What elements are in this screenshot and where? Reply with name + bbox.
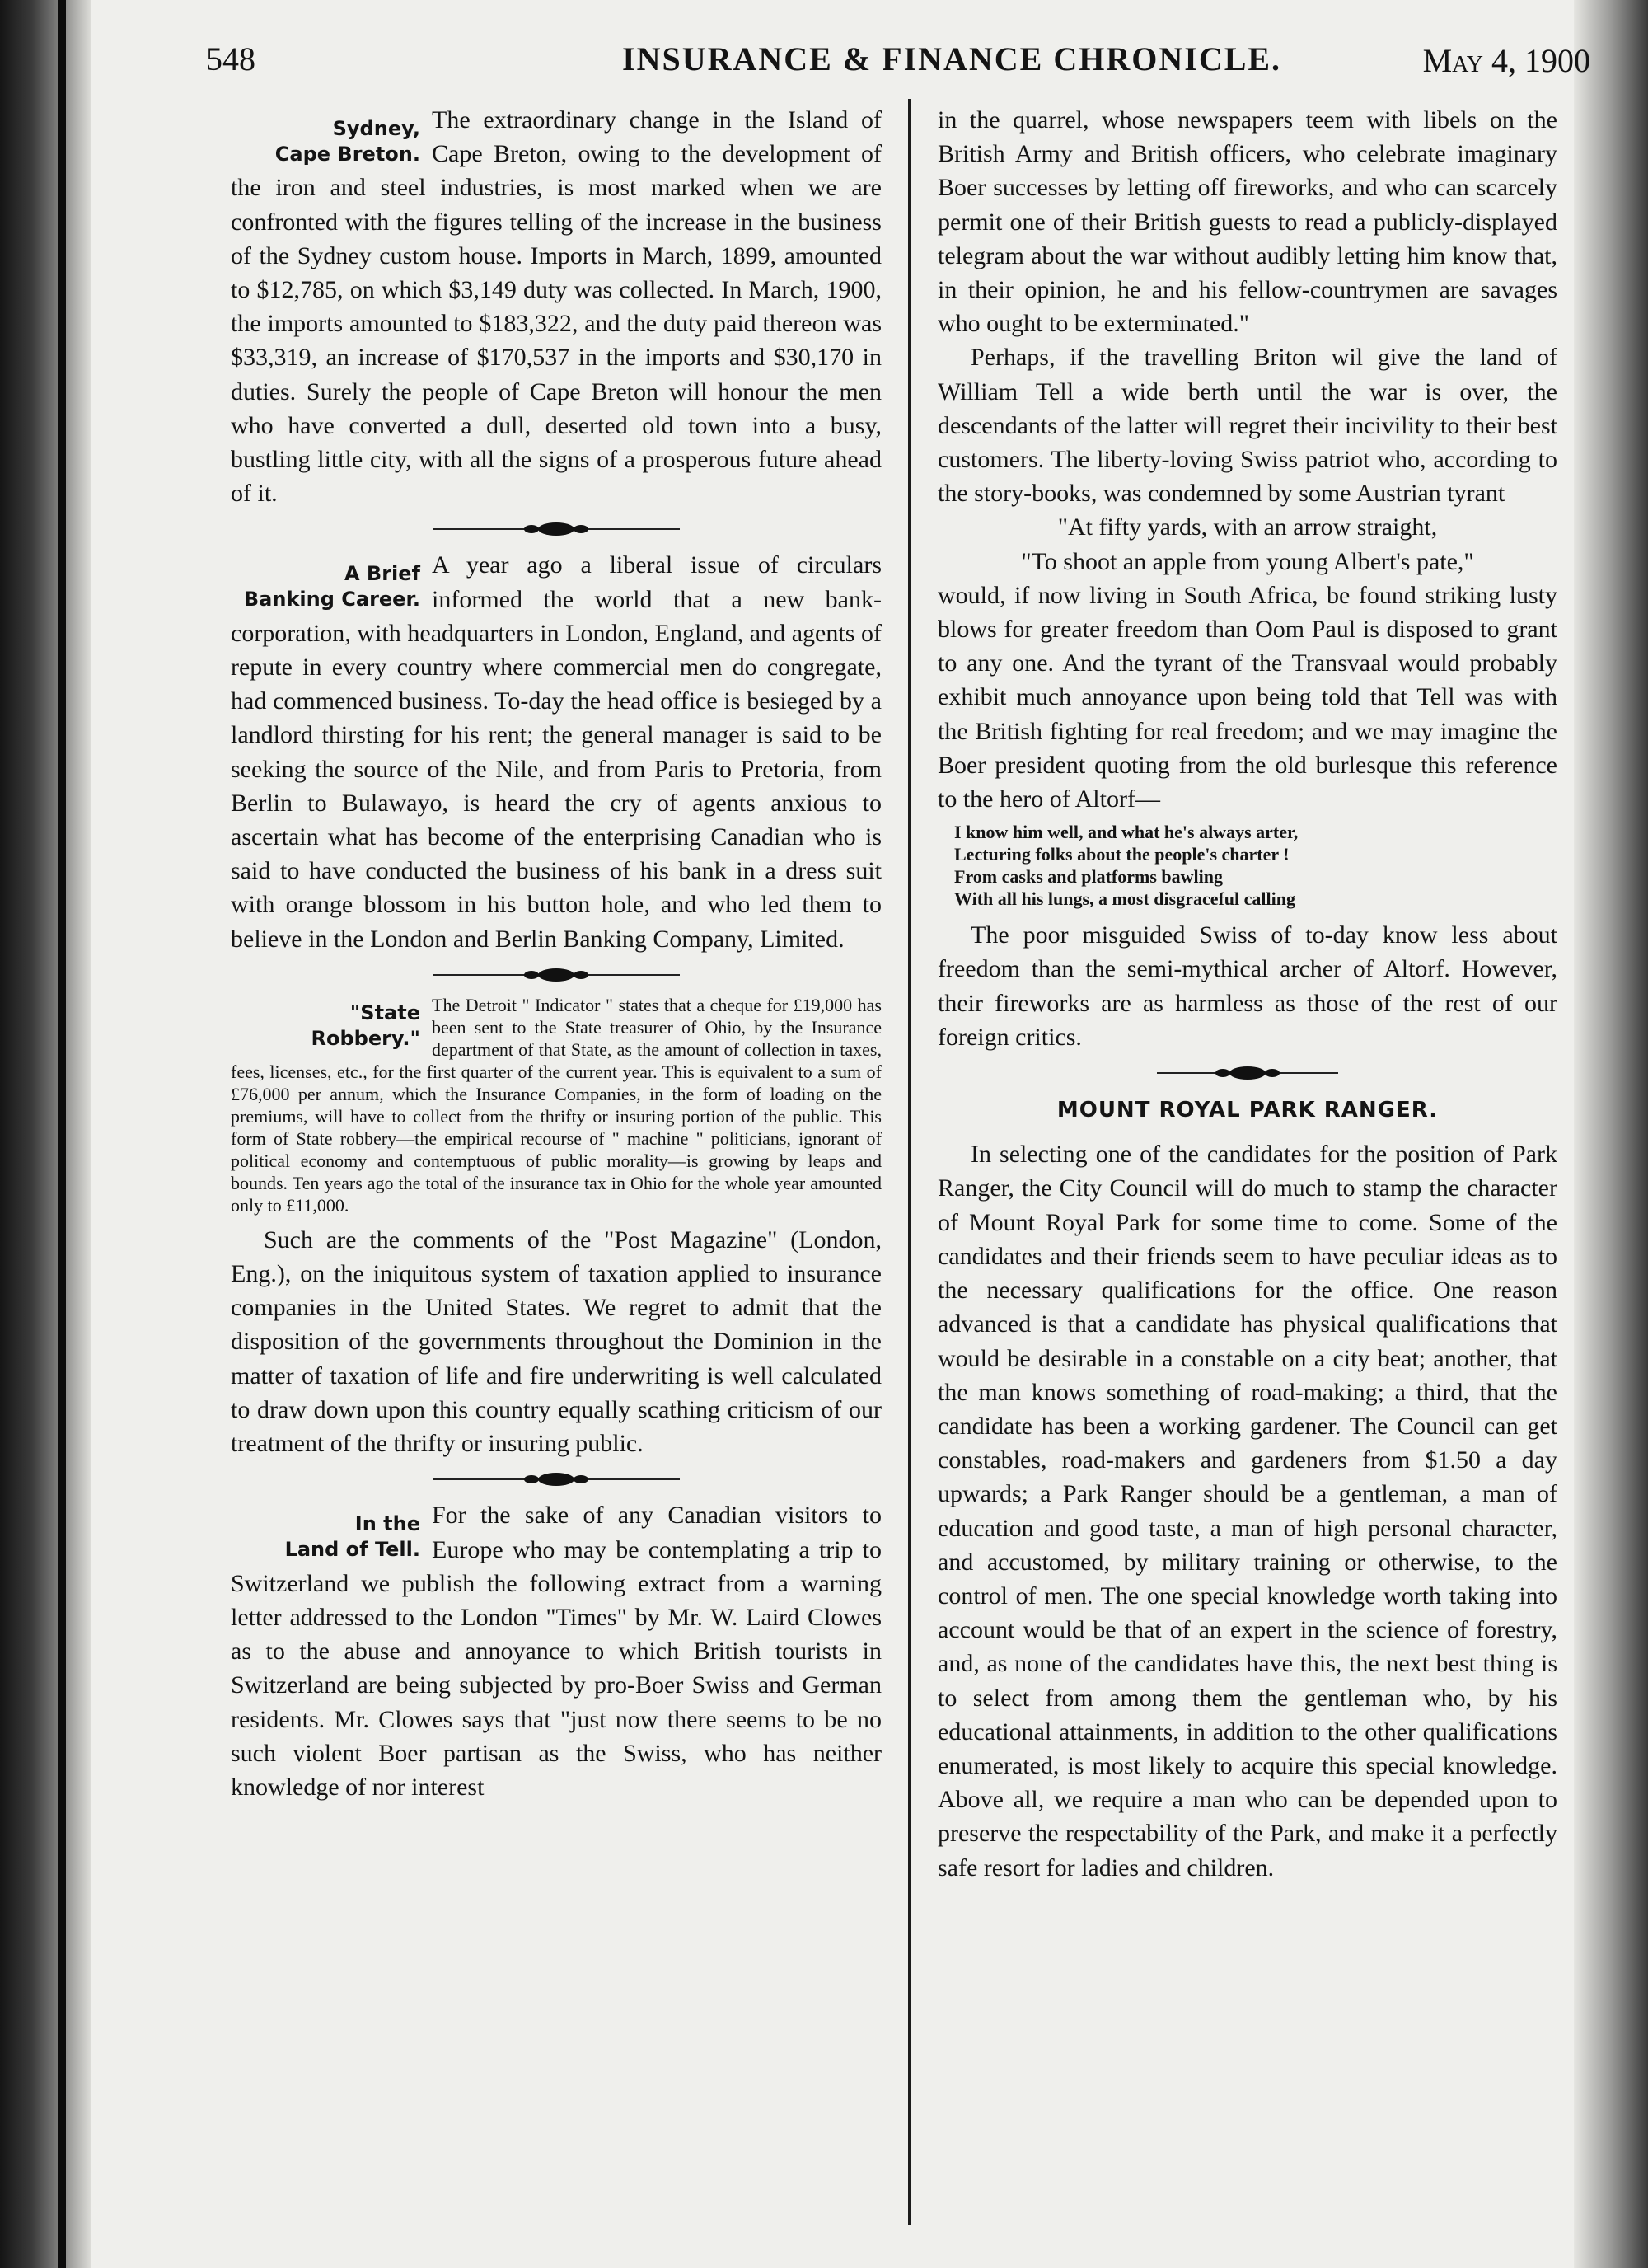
column-rule — [908, 99, 911, 2225]
side-heading: "State Robbery." — [311, 1000, 420, 1050]
burlesque-verse — [954, 821, 1557, 910]
section-title: MOUNT ROYAL PARK RANGER. — [1056, 1098, 1439, 1123]
article-text: In selecting one of the candidates for the position of Park Ranger, the City Council will do much to stamp the character of Mount Royal Park for some time to come. Some of the candidates and their friends seem to have peculiar ideas as to the necessary qualifications for the office. One reason advanced is that a candidate has physical qualifications that would be desirable in a constable on a city beat; another, that the man knows something of road-making; a third, that the candidate has been a working gardener. The Council can get constables, road-makers and gardeners from $1.50 a day upwards; a Park Ranger should be a gentleman, a man of education and good taste, a man of high personal character, and accustomed, by military training or otherwise, to the control of men. The one special knowledge worth taking into account would be that of an expert in the science of forestry, and, as none of the candidates have this, the next best thing is to select from among them the gentleman who, by his educational attainments, in addition to the other qualifications enumerated, is most likely to acquire this special knowledge. Above all, we require a man who can be depended upon to preserve the respectability of the Park, and make it a perfectly safe resort for ladies and children. — [938, 1141, 1557, 1881]
right-column — [938, 103, 1557, 1885]
ornament-divider — [433, 1470, 680, 1488]
article-sydney — [231, 103, 882, 510]
article-text: A year ago a liberal issue of circulars informed the world that a new bank-corporation, with headquarters in London, England, and agents of repute in every country where commercial men do congregate, had commenced business. To-day the head office is besieged by a landlord thirsting for his rent; the general manager is said to be seeking the source of the Nile, and from Paris to Pretoria, from Berlin to Bulawayo, is heard the cry of agents anxious to ascertain what has become of the enterprising Canadian who is said to have conducted the business of his bank in a dress suit with orange blossom in his button hole, and who led them to believe in the London and Berlin Banking Company, Limited. — [231, 551, 882, 953]
ornament-divider — [1157, 1064, 1338, 1082]
page-edge-shadow — [1574, 0, 1648, 2268]
quoted-verse-line: "At fifty yards, with an arrow straight, — [1057, 513, 1438, 541]
article-land-of-tell — [231, 1498, 882, 1804]
article-text: The extraordinary change in the Island of Cape Breton, owing to the development of the iron and steel industries, is most marked when we are confronted with the figures telling of the increase in the business of the Sydney custom house. Imports in March, 1899, amounted to $12,785, on which $3,149 duty was collected. In March, 1900, the imports amounted to $183,322, and the duty paid thereon was $33,319, an increase of $170,537 in the imports and $30,170 in duties. Surely the people of Cape Breton will honour the men who have converted a dull, deserted old town into a busy, bustling little city, with all the signs of a prosperous future ahead of it. — [231, 106, 882, 508]
page-binding-shadow — [0, 0, 91, 2268]
page-number: 548 — [206, 40, 255, 77]
side-heading: Sydney, Cape Breton. — [274, 117, 420, 166]
left-column — [231, 103, 882, 1804]
issue-date: May 4, 1900 — [1422, 42, 1590, 79]
quoted-extract: The Detroit " Indicator " states that a cheque for £19,000 has been sent to the State treasurer of Ohio, by the Insurance department of that State, as the amount of collection in taxes, fees, licenses, etc., for the first quarter of the current year. This is equivalent to a sum of £76,000 per annum, which the Insurance Companies, in the form of loading on the premiums, will have to collect from the thrifty or insuring portion of the public. This form of State robbery—the empirical recourse of " machine " politicians, ignorant of political economy and contemptuous of public morality—is growing by leaps and bounds. Ten years ago the total of the insurance tax in Ohio for the whole year amounted only to £11,000. — [231, 994, 882, 1216]
verse-line: From casks and platforms bawling — [954, 866, 1223, 888]
article-banking — [231, 548, 882, 955]
ornament-divider — [433, 520, 680, 538]
article-paragraph: The poor misguided Swiss of to-day know less about freedom than the semi-mythical archer of Altorf. However, their fireworks are as harmless as those of the rest of our foreign critics. — [938, 921, 1557, 1051]
article-paragraph: would, if now living in South Africa, be found striking lusty blows for greater freedom than Oom Paul is disposed to grant to any one. And the tyrant of the Transvaal would probably exhibit much annoyance upon being told that Tell was with the British fighting for real freedom; and we may imagine the Boer president quoting from the old burlesque this reference to the hero of Altorf— — [938, 581, 1557, 813]
article-state-robbery — [231, 994, 882, 1460]
article-text: Such are the comments of the "Post Magazine" (London, Eng.), on the iniquitous system of taxation applied to insurance companies in the United States. We regret to admit that the disposition of the governments throughout the Dominion in the matter of taxation of life and fire underwriting is well calculated to draw down upon this country equally scathing criticism of our treatment of the thrifty or insuring public. — [231, 1225, 882, 1458]
verse-line: Lecturing folks about the people's charter ! — [954, 844, 1290, 865]
verse-line: With all his lungs, a most disgraceful calling — [954, 888, 1295, 910]
article-paragraph: Perhaps, if the travelling Briton wil give the land of William Tell a wide berth until the war is over, the descendants of the latter will regret their incivility to their best customers. The liberty-loving Swiss patriot who, according to the story-books, was condemned by some Austrian tyrant — [938, 344, 1557, 508]
running-header — [206, 40, 1599, 97]
article-text-continued: in the quarrel, whose newspapers teem with libels on the British Army and British officers, who celebrate imaginary Boer successes by letting off fireworks, and who can scarcely permit one of their British guests to read a publicly-displayed telegram about the war without audibly letting him know that, in their opinion, he and his fellow-countrymen are savages who ought to be exterminated." — [938, 106, 1557, 338]
side-heading: A Brief Banking Career. — [243, 562, 420, 612]
side-heading: In the Land of Tell. — [284, 1512, 420, 1562]
quoted-verse-line: "To shoot an apple from young Albert's pate," — [1021, 547, 1474, 575]
article-text: For the sake of any Canadian visitors to Europe who may be contemplating a trip to Switzerland we publish the following extract from a warning letter addressed to the London "Times" by Mr. W. Laird Clowes as to the abuse and annoyance to which British tourists in Switzerland are being subjected by pro-Boer Swiss and German residents. Mr. Clowes says that "just now there seems to be no such violent Boer partisan as the Swiss, who has neither knowledge of nor interest — [231, 1502, 882, 1801]
verse-line: I know him well, and what he's always arter, — [954, 822, 1299, 843]
ornament-divider — [433, 966, 680, 984]
publication-title: INSURANCE & FINANCE CHRONICLE. — [622, 40, 1282, 77]
binding-line — [58, 0, 66, 2268]
